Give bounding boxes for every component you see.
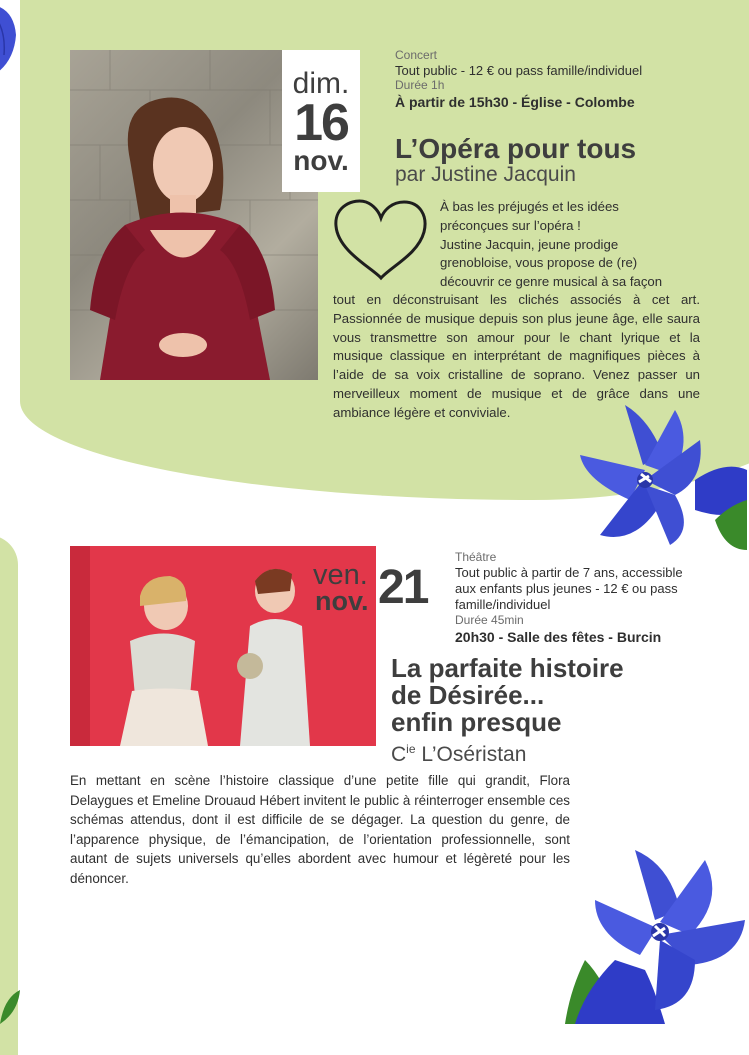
- event2-company-sup: ie: [406, 742, 416, 756]
- event1-date-box: [282, 50, 360, 192]
- gentian-flower-bottom-icon: [545, 840, 749, 1024]
- singer-photo: [70, 50, 318, 380]
- event1-body-line: découvrir ce genre musical à sa façon: [440, 274, 663, 290]
- event2-date: [313, 560, 443, 616]
- event1-body-line: Justine Jacquin, jeune prodige: [440, 236, 619, 252]
- event2-company-prefix: C: [391, 743, 407, 766]
- event1-subtitle: par Justine Jacquin: [395, 163, 576, 186]
- event1-body-line: À bas les préjugés et les idées: [440, 199, 619, 214]
- event1-meta: [395, 48, 725, 111]
- event2-title-line: enfin presque: [391, 707, 562, 737]
- event2-date-number: 21: [378, 561, 428, 614]
- event2-date-month: nov.: [315, 586, 369, 616]
- event2-company: [391, 738, 526, 766]
- event1-date-number: 16: [294, 94, 348, 152]
- heart-icon: [332, 196, 430, 282]
- event2-category: Théâtre: [455, 550, 497, 564]
- event2-meta: [455, 550, 695, 646]
- event1-body-line: grenobloise, vous propose de (re): [440, 255, 638, 271]
- event2-title: [391, 655, 624, 736]
- leaf-bottomleft-icon: [0, 990, 24, 1024]
- event1-audience: Tout public - 12 € ou pass famille/individuel: [395, 63, 643, 78]
- event1-body-line: préconçues sur l’opéra !: [440, 217, 581, 233]
- event1-title: L’Opéra pour tous: [395, 133, 637, 164]
- event2-audience: Tout public à partir de 7 ans, accessible aux enfants plus jeunes - 12 € ou pass famille/individuel: [455, 565, 683, 612]
- event2-title-line: de Désirée...: [391, 680, 545, 710]
- event1-body-paragraph: tout en déconstruisant les clichés associés à cet art. Passionnée de musique depuis son plus jeune âge, elle saura vous transmettre son amour pour le chant lyrique et la musique classique en interprétant de magnifiques pièces à l’aide de sa voix cristalline de soprano. Venez passer un merveilleux moment de musique et de grâce dans une ambiance légère et conviviale.: [333, 292, 700, 420]
- event2-time-place: 20h30 - Salle des fêtes - Burcin: [455, 629, 662, 645]
- event2-title-line: La parfaite histoire: [391, 653, 624, 683]
- event1-date-day: dim.: [292, 67, 350, 100]
- gentian-flower-icon: [575, 400, 749, 550]
- event1-duration: Durée 1h: [395, 78, 445, 92]
- event2-body: En mettant en scène l’histoire classique d’une petite fille qui grandit, Flora Delaygues et Emeline Drouaud Hébert invitent le public à réinterroger ensemble ces schémas attendus, dont il est difficile de se dégager. La question du genre, de l’apparence physique, de l’émancipation, de l’orientation professionnelle, sont autant de sujets universels qu’elles abordent avec humour et légèreté pour les dénoncer.: [70, 773, 570, 886]
- event1-time-place: À partir de 15h30 - Église - Colombe: [395, 94, 635, 110]
- event2-date-day: ven.: [313, 559, 368, 591]
- event2-company-name: L’Oséristan: [415, 743, 527, 766]
- green-background-left: [0, 535, 18, 1055]
- event1-body-top: [440, 198, 700, 292]
- singer-illustration: [70, 50, 318, 380]
- event2-duration: Durée 45min: [455, 613, 524, 627]
- event1-category: Concert: [395, 48, 438, 62]
- flower-petal-topleft-icon: [0, 0, 24, 80]
- event1-date-month: nov.: [293, 145, 349, 176]
